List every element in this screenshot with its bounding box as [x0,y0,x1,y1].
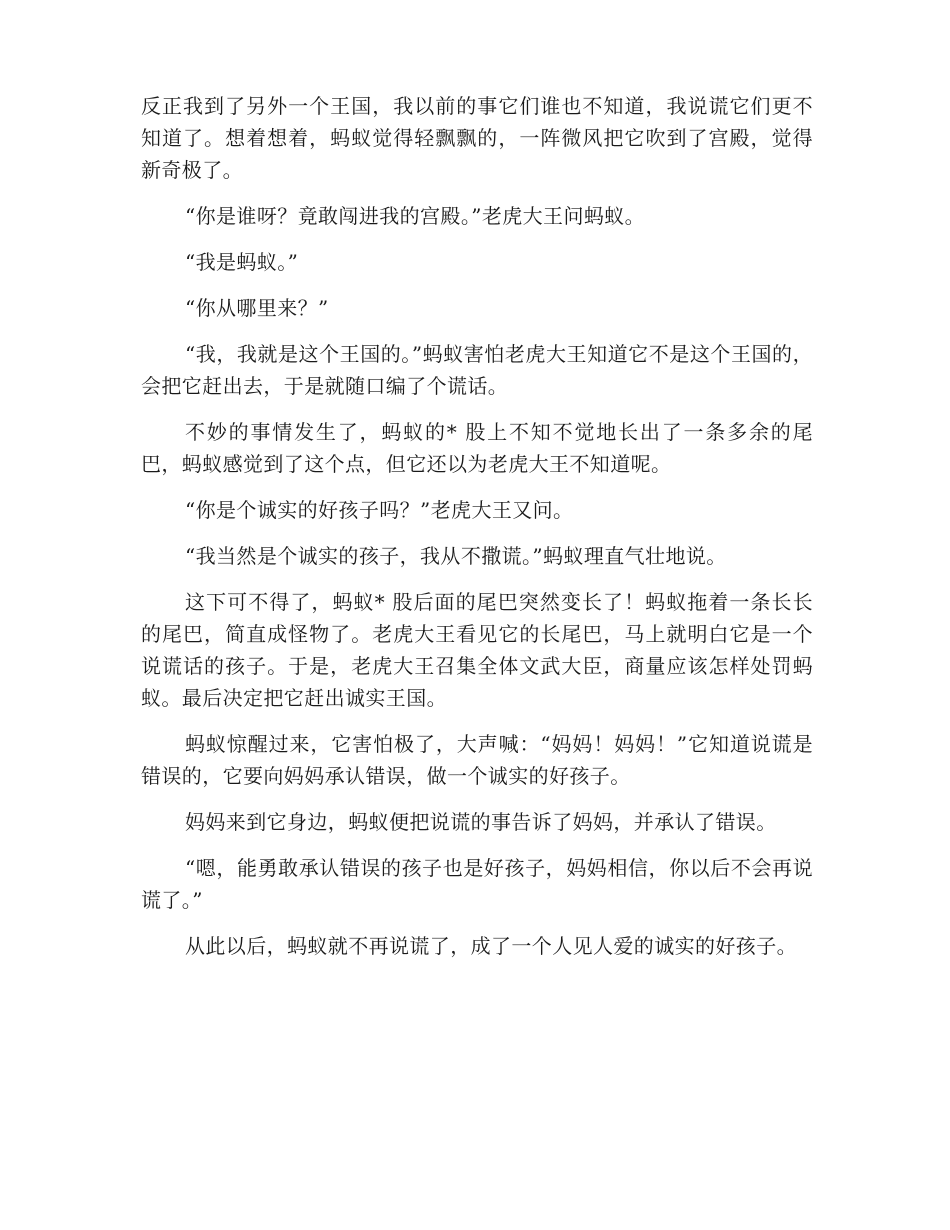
paragraph-mother-reply: “嗯，能勇敢承认错误的孩子也是好孩子，妈妈相信，你以后不会再说谎了。” [141,856,813,912]
paragraph-ending: 从此以后，蚂蚁就不再说谎了，成了一个人见人爱的诚实的好孩子。 [185,934,797,958]
story-text [141,90,813,976]
paragraph-honest-question: “你是个诚实的好孩子吗？”老虎大王又问。 [185,498,574,522]
paragraph-tail-grows: 不妙的事情发生了，蚂蚁的* 股上不知不觉地长出了一条多余的尾巴，蚂蚁感觉到了这个点，但它还以为老虎大王不知道呢。 [141,420,813,476]
paragraph-confess: 妈妈来到它身边，蚂蚁便把说谎的事告诉了妈妈，并承认了错误。 [185,810,777,834]
paragraph-continuation: 反正我到了另外一个王国，我以前的事它们谁也不知道，我说谎它们更不知道了。想着想着，蚂蚁觉得轻飘飘的，一阵微风把它吹到了宫殿，觉得新奇极了。 [141,94,813,182]
paragraph-wake-up: 蚂蚁惊醒过来，它害怕极了，大声喊：“妈妈！妈妈！”它知道说谎是错误的，它要向妈妈承认错误，做一个诚实的好孩子。 [141,732,813,788]
paragraph-long-tail: 这下可不得了，蚂蚁* 股后面的尾巴突然变长了！蚂蚁拖着一条长长的尾巴，简直成怪物了。老虎大王看见它的长尾巴，马上就明白它是一个说谎话的孩子。于是，老虎大王召集全体文武大臣，商量应该怎样处罚蚂蚁。最后决定把它赶出诚实王国。 [141,590,813,710]
paragraph-lie: “我，我就是这个王国的。”蚂蚁害怕老虎大王知道它不是这个王国的，会把它赶出去，于是就随口编了个谎话。 [141,342,813,398]
paragraph-ant-answer: “我是蚂蚁。” [185,250,299,274]
paragraph-tiger-question: “你是谁呀？竟敢闯进我的宫殿。”老虎大王问蚂蚁。 [185,204,646,228]
paragraph-honest-claim: “我当然是个诚实的孩子，我从不撒谎。”蚂蚁理直气壮地说。 [185,544,727,568]
paragraph-where-from: “你从哪里来？” [185,296,329,320]
